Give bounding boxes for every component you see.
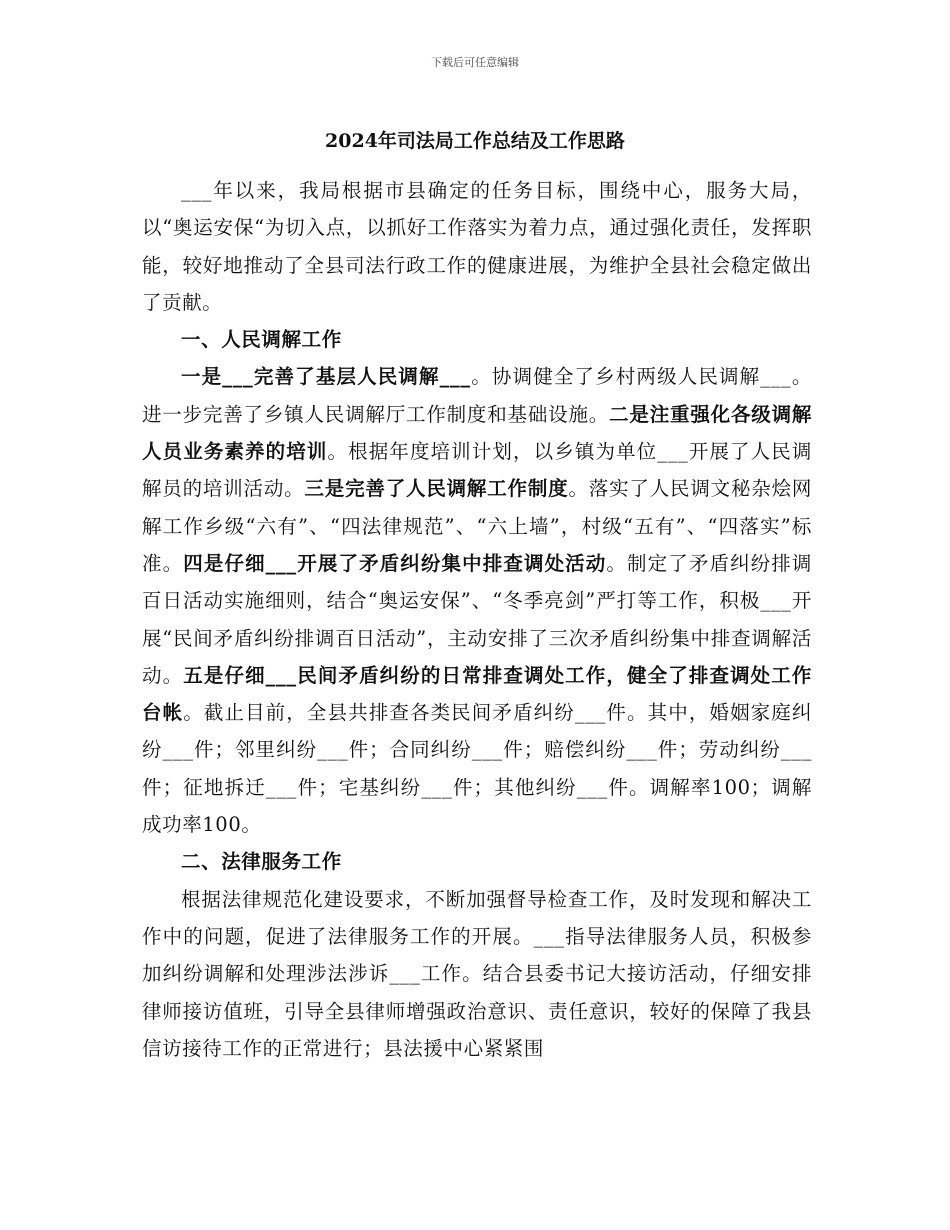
section-heading-1: 一、人民调解工作 <box>181 328 342 352</box>
document-title: 2024年司法局工作总结及工作思路 <box>325 130 625 152</box>
point-2-heading: 二是注重强化各级调解人员业务素养的培训 <box>142 402 812 464</box>
intro-paragraph: ___年以来，我局根据市县确定的任务目标，围绕中心，服务大局，以“奥运安保“为切入点，以抓好工作落实为着力点，通过强化责任，发挥职能，较好地推动了全县司法行政工作的健康进展，为维护全县社会稳定做出了贡献。 <box>142 179 812 314</box>
section2-paragraph: 根据法律规范化建设要求，不断加强督导检查工作，及时发现和解决工作中的问题，促进了法律服务工作的开展。___指导法律服务人员，积极参加纠纷调解和处理涉法涉诉___工作。结合县委书记大接访活动，仔细安排律师接访值班，引导全县律师增强政治意识、责任意识，较好的保障了我县信访接待工作的正常进行；县法援中心紧紧围 <box>142 887 812 1060</box>
point-2-text: 。根据年度培训计划，以乡镇为单位___开展了人民调解员的培训活动。 <box>142 440 812 501</box>
point-4-heading: 四是仔细___开展了矛盾纠纷集中排查调处活动 <box>183 551 607 575</box>
point-4-text: 。制定了矛盾纠纷排调百日活动实施细则，结合“奥运安保”、“冬季亮剑”严打等工作，积极___开展“民间矛盾纠纷排调百日活动”，主动安排了三次矛盾纠纷集中排查调解活动。 <box>142 551 813 687</box>
point-1-heading: 一是___完善了基层人民调解___ <box>181 365 471 389</box>
point-1-text: 。协调健全了乡村两级人民调解___。进一步完善了乡镇人民调解厅工作制度和基础设施。 <box>142 365 812 426</box>
point-3-text: 。落实了人民调文秘杂烩网解工作乡级“六有”、“四法律规范”、“六上墙”，村级“五有”、“四落实”标准。 <box>142 477 812 575</box>
point-3-heading: 三是完善了人民调解工作制度 <box>304 477 569 501</box>
point-5-text: 。截止目前，全县共排查各类民间矛盾纠纷___件。其中，婚姻家庭纠纷___件；邻里纠纷___件；合同纠纷___件；赔偿纠纷___件；劳动纠纷___件；征地拆迁___件；宅基纠纷___件；其他纠纷___件。调解率100；调解成功率100。 <box>142 701 813 837</box>
document-body <box>142 172 812 1067</box>
header-note: 下载后可任意编辑 <box>431 56 519 69</box>
point-5-heading: 五是仔细___民间矛盾纠纷的日常排查调处工作，健全了排查调处工作台帐 <box>142 663 813 725</box>
section1-paragraph <box>142 358 812 843</box>
section-heading-2: 二、法律服务工作 <box>181 850 342 874</box>
